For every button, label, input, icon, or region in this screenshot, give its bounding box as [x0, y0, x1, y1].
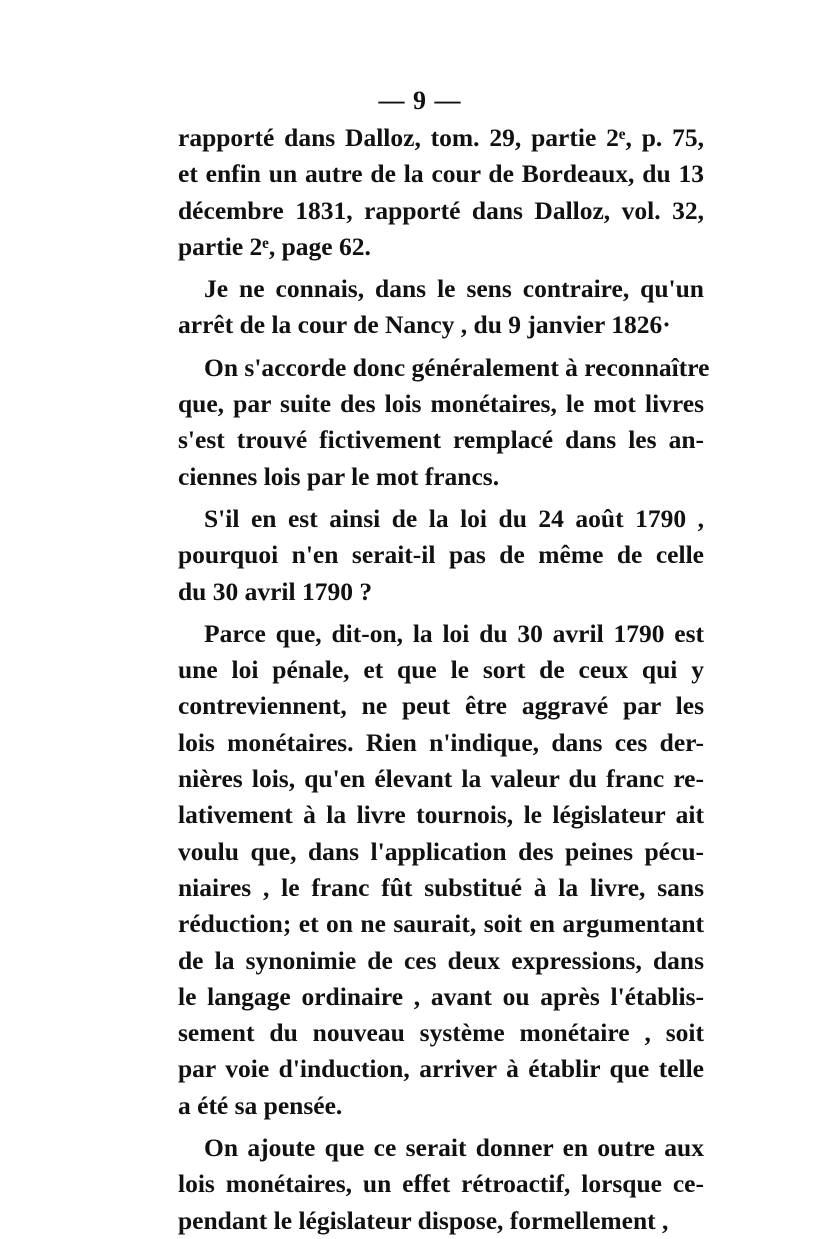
text-line: décembre 1831, rapporté dans Dalloz, vol. 32,: [178, 195, 704, 225]
text-line: rapporté dans Dalloz, tom. 29, partie 2ᵉ, p. 75,: [178, 123, 704, 152]
text-line: partie 2ᵉ, page 62.: [178, 231, 371, 261]
text-line: une loi pénale, et que le sort de ceux qui y: [178, 655, 704, 685]
text-line: du 30 avril 1790 ?: [178, 576, 373, 606]
text-line: réduction; et on ne saurait, soit en argumentant: [178, 909, 704, 939]
paragraph: [178, 271, 704, 344]
text-line: a été sa pensée.: [178, 1090, 343, 1120]
text-line: pendant le législateur dispose, formellement ,: [178, 1205, 669, 1235]
text-line: lois monétaires, un effet rétroactif, lorsque ce-: [178, 1169, 704, 1199]
text-line: lois monétaires. Rien n'indique, dans ces der-: [178, 727, 704, 757]
text-line: s'est trouvé fictivement remplacé dans les an-: [178, 425, 704, 455]
text-line: Je ne connais, dans le sens contraire, qu'un: [204, 274, 704, 304]
text-line: lativement à la livre tournois, le législateur ait: [178, 800, 704, 830]
text-line: par voie d'induction, arriver à établir que telle: [178, 1054, 704, 1084]
text-line: que, par suite des lois monétaires, le mot livres: [178, 389, 704, 419]
text-line: Parce que, dit-on, la loi du 30 avril 1790 est: [204, 618, 704, 648]
text-line: le langage ordinaire , avant ou après l'établis-: [178, 981, 704, 1011]
paragraph: [178, 350, 710, 495]
text-line: de la synonimie de ces deux expressions, dans: [178, 945, 704, 975]
paragraph: [178, 501, 704, 610]
text-line: pourquoi n'en serait-il pas de même de celle: [178, 540, 704, 570]
text-line: sement du nouveau système monétaire , soit: [178, 1018, 704, 1048]
body-text: [178, 120, 710, 1239]
text-line: On ajoute que ce serait donner en outre aux: [204, 1133, 704, 1163]
text-line: arrêt de la cour de Nancy , du 9 janvier 1826·: [178, 310, 671, 340]
paragraph: [178, 120, 704, 265]
text-line: et enfin un autre de la cour de Bordeaux, du 13: [178, 159, 704, 189]
page-number: — 9 —: [378, 86, 462, 115]
text-line: S'il en est ainsi de la loi du 24 août 1790 ,: [204, 503, 704, 533]
paragraph: [178, 616, 704, 1124]
text-line: On s'accorde donc généralement à reconnaître: [204, 352, 710, 382]
text-line: voulu que, dans l'application des peines pécu-: [178, 836, 704, 866]
text-line: ciennes lois par le mot francs.: [178, 461, 500, 491]
text-line: nières lois, qu'en élevant la valeur du franc re-: [178, 764, 704, 794]
paragraph: [178, 1130, 704, 1239]
text-line: contreviennent, ne peut être aggravé par les: [178, 691, 704, 721]
text-line: niaires , le franc fût substitué à la livre, sans: [178, 872, 704, 902]
